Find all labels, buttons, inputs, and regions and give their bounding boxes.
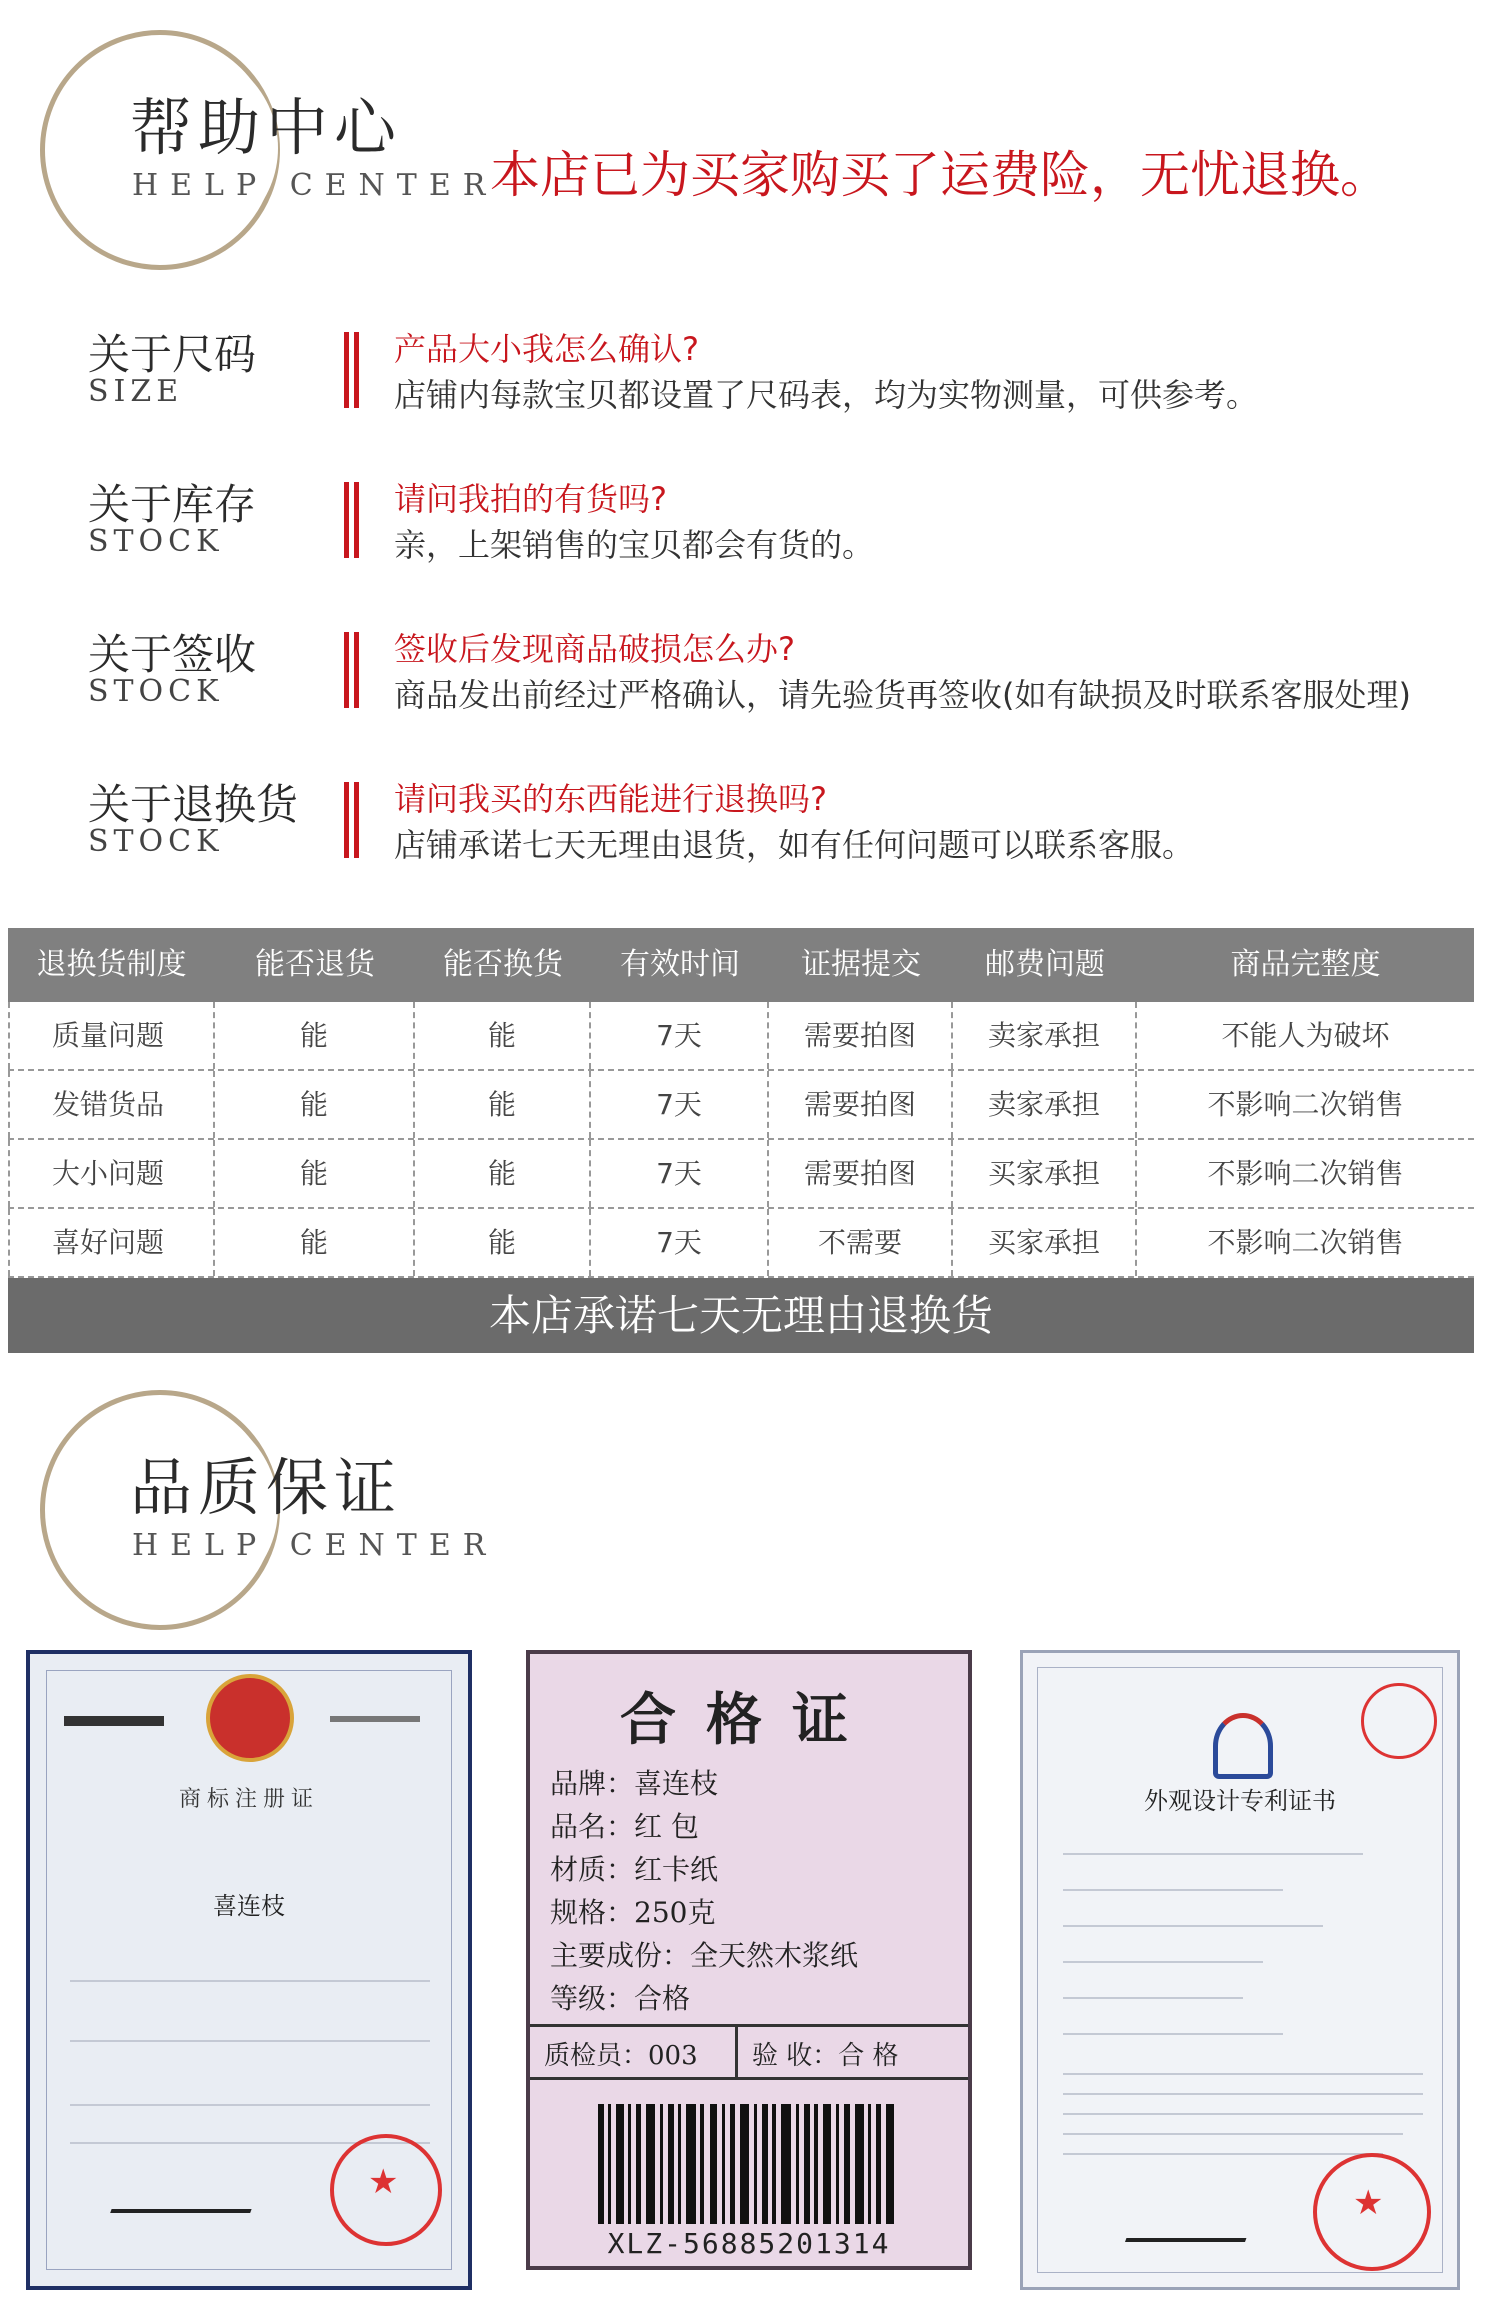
table-cell: 卖家承担 — [953, 1002, 1137, 1069]
signature-mark — [1125, 2198, 1261, 2242]
barcode-icon — [598, 2104, 898, 2224]
patent-heading: 外观设计专利证书 — [1144, 1787, 1336, 1815]
table-cell: 不能人为破坏 — [1221, 1019, 1390, 1052]
table-cell: 7天 — [591, 1002, 769, 1069]
table-header-cell: 邮费问题 — [985, 947, 1105, 982]
table-cell: 能 — [415, 1071, 591, 1138]
table-cell: 喜好问题 — [8, 1209, 215, 1276]
table-header-cell: 证据提交 — [801, 947, 921, 982]
faq-answer: 亲，上架销售的宝贝都会有货的。 — [394, 526, 875, 564]
quality-title: 品质保证 — [130, 1451, 403, 1524]
table-header-cell: 退换货制度 — [36, 947, 187, 982]
faq-title: 关于退换货 — [88, 780, 299, 829]
table-cell: 7天 — [591, 1071, 769, 1138]
patent-certificate — [1020, 1650, 1460, 2290]
seal-star-icon: ★ — [1353, 2183, 1384, 2223]
return-policy-table — [8, 928, 1474, 1353]
faq-return — [0, 772, 1500, 882]
table-cell: 能 — [215, 1071, 415, 1138]
patent-office-logo-icon — [1213, 1713, 1273, 1779]
signature-mark — [110, 2159, 270, 2213]
qualified-line: 材质：红卡纸 — [550, 1853, 719, 1886]
faq-title: 关于尺码 — [88, 330, 257, 379]
table-cell: 买家承担 — [953, 1209, 1137, 1276]
table-cell: 能 — [415, 1002, 591, 1069]
table-cell: 卖家承担 — [953, 1071, 1137, 1138]
table-cell: 能 — [215, 1140, 415, 1207]
help-center-header — [0, 30, 1500, 270]
faq-question: 产品大小我怎么确认? — [394, 330, 699, 368]
faq-question: 请问我拍的有货吗? — [394, 480, 667, 518]
qualified-line: 主要成份：全天然木浆纸 — [550, 1939, 859, 1972]
table-cell: 能 — [415, 1140, 591, 1207]
table-row — [8, 1209, 1474, 1278]
table-cell: 能 — [215, 1209, 415, 1276]
table-cell: 不需要 — [769, 1209, 953, 1276]
faq-title: 关于库存 — [88, 480, 257, 529]
faq-answer: 店铺内每款宝贝都设置了尺码表，均为实物测量，可供参考。 — [394, 376, 1259, 414]
faq-answer: 商品发出前经过严格确认，请先验货再签收(如有缺损及时联系客服处理) — [394, 676, 1411, 714]
table-header-cell: 有效时间 — [620, 947, 740, 982]
seal-star-icon: ★ — [368, 2162, 399, 2202]
faq-en: STOCK — [88, 674, 224, 709]
certificate-heading: 商标注册证 — [178, 1787, 319, 1812]
table-cell: 大小问题 — [8, 1140, 215, 1207]
qualified-line: 品牌：喜连枝 — [550, 1767, 719, 1800]
table-cell: 7天 — [591, 1140, 769, 1207]
trademark-certificate — [26, 1650, 472, 2290]
faq-divider — [344, 632, 359, 708]
table-cell: 不影响二次销售 — [1207, 1157, 1404, 1190]
faq-divider — [344, 332, 359, 408]
faq-size — [0, 322, 1500, 432]
table-cell: 需要拍图 — [769, 1002, 953, 1069]
faq-question: 签收后发现商品破损怎么办? — [394, 630, 795, 668]
table-cell: 能 — [215, 1002, 415, 1069]
qualified-line: 等级：合格 — [550, 1982, 691, 2015]
table-row — [8, 1002, 1474, 1071]
faq-divider — [344, 782, 359, 858]
table-cell: 需要拍图 — [769, 1071, 953, 1138]
table-cell: 需要拍图 — [769, 1140, 953, 1207]
quality-subtitle: HELP CENTER — [132, 1528, 498, 1563]
table-header-cell: 能否换货 — [443, 947, 563, 982]
inspection-box — [530, 2024, 968, 2080]
brand-name: 喜连枝 — [213, 1892, 285, 1920]
barcode-number: XLZ-56885201314 — [607, 2227, 891, 2260]
qualified-certificate — [526, 1650, 972, 2270]
national-emblem-icon — [206, 1674, 294, 1762]
faq-stock — [0, 472, 1500, 582]
faq-en: SIZE — [88, 374, 184, 409]
table-cell: 不影响二次销售 — [1207, 1088, 1404, 1121]
table-row — [8, 1071, 1474, 1140]
table-cell: 买家承担 — [953, 1140, 1137, 1207]
qualified-line: 品名：红 包 — [550, 1810, 699, 1843]
faq-receipt — [0, 622, 1500, 732]
faq-question: 请问我买的东西能进行退换吗? — [394, 780, 827, 818]
patent-seal-top — [1361, 1683, 1437, 1759]
qualified-title: 合格证 — [620, 1687, 878, 1753]
quality-header — [0, 1390, 1500, 1630]
faq-title: 关于签收 — [88, 630, 257, 679]
table-row — [8, 1140, 1474, 1209]
faq-en: STOCK — [88, 824, 224, 859]
table-cell: 7天 — [591, 1209, 769, 1276]
table-cell: 发错货品 — [8, 1071, 215, 1138]
qualified-line: 规格：250克 — [550, 1896, 716, 1929]
acceptance-label: 验 收：合 格 — [752, 2041, 899, 2071]
table-header-cell: 商品完整度 — [1230, 947, 1381, 982]
faq-en: STOCK — [88, 524, 224, 559]
faq-divider — [344, 482, 359, 558]
table-cell: 能 — [415, 1209, 591, 1276]
faq-answer: 店铺承诺七天无理由退货，如有任何问题可以联系客服。 — [394, 826, 1195, 864]
table-cell: 质量问题 — [8, 1002, 215, 1069]
table-header-row — [8, 928, 1474, 1002]
table-footer-promise: 本店承诺七天无理由退换货 — [8, 1278, 1474, 1353]
shipping-insurance-slogan: 本店已为买家购买了运费险，无忧退换。 — [490, 146, 1390, 204]
help-center-title: 帮助中心 — [130, 91, 403, 164]
table-header-cell: 能否退货 — [255, 947, 375, 982]
table-cell: 不影响二次销售 — [1207, 1226, 1404, 1259]
help-center-subtitle: HELP CENTER — [132, 168, 498, 203]
inspector-label: 质检员：003 — [544, 2041, 698, 2071]
